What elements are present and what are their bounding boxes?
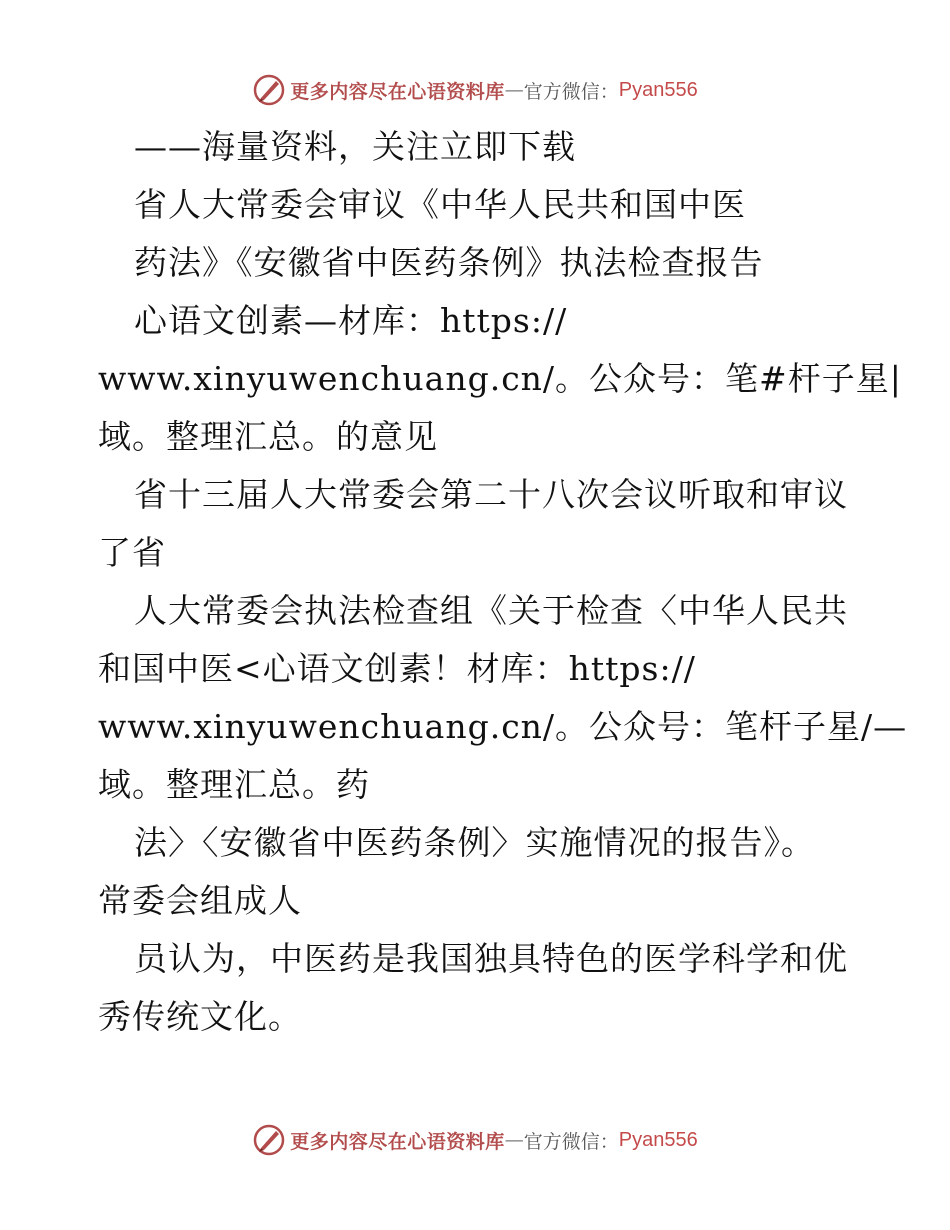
paragraph-line: 常委会组成人 xyxy=(98,881,302,920)
paragraph-line: 员认为，中医药是我国独具特色的医学科学和优 xyxy=(134,939,848,978)
banner-brand-text: 更多内容尽在心语资料库 xyxy=(290,80,505,103)
banner-brand-text: 更多内容尽在心语资料库 xyxy=(290,1130,505,1153)
paragraph-line: 域。整理汇总。药 xyxy=(98,765,370,804)
paragraph-line: 和国中医<心语文创素！材库：https:// xyxy=(98,649,696,688)
paragraph-line: www.xinyuwenchuang.cn/。公众号：笔#杆子星| xyxy=(98,359,902,398)
banner-separator: — xyxy=(504,79,524,101)
banner-wechat-id: Pyan556 xyxy=(618,1128,698,1151)
paragraph-line: 心语文创素—材库：https:// xyxy=(134,301,568,340)
document-body xyxy=(98,118,908,1046)
paragraph-line: 秀传统文化。 xyxy=(98,997,302,1036)
header-banner xyxy=(0,70,950,110)
paragraph-line: 省人大常委会审议《中华人民共和国中医 xyxy=(134,185,746,224)
banner-wechat-label: 官方微信： xyxy=(523,80,619,103)
quill-pen-logo-icon xyxy=(252,1123,286,1157)
paragraph-line: 省十三届人大常委会第二十八次会议听取和审议 xyxy=(134,475,848,514)
paragraph-line: 人大常委会执法检查组《关于检查〈中华人民共 xyxy=(134,591,848,630)
banner-wechat-id: Pyan556 xyxy=(618,78,698,101)
paragraph-line: 了省 xyxy=(98,533,166,572)
paragraph-line: 法〉〈安徽省中医药条例〉实施情况的报告》。 xyxy=(134,823,815,862)
paragraph-line: ——海量资料，关注立即下载 xyxy=(134,127,576,166)
quill-pen-logo-icon xyxy=(252,73,286,107)
paragraph-line: 域。整理汇总。的意见 xyxy=(98,417,438,456)
footer-banner xyxy=(0,1120,950,1160)
banner-wechat-label: 官方微信： xyxy=(523,1130,619,1153)
paragraph-line: www.xinyuwenchuang.cn/。公众号：笔杆子星/— xyxy=(98,707,908,746)
paragraph-line: 药法》《安徽省中医药条例》执法检查报告 xyxy=(134,243,764,282)
banner-separator: — xyxy=(504,1129,524,1151)
